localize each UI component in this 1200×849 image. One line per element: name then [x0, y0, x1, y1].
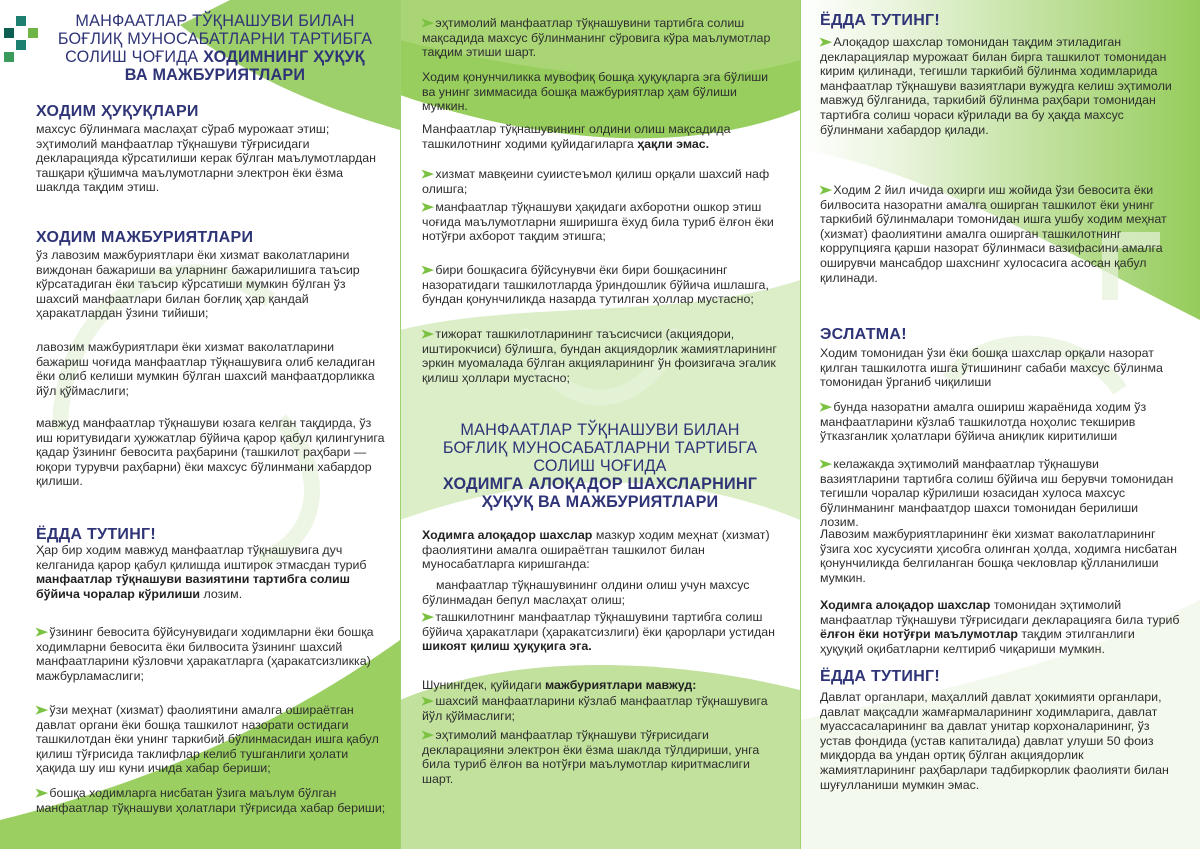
fold-line-2: [800, 0, 801, 849]
follow-heading: ЁДДА ТУТИНГ!: [36, 526, 157, 543]
arrow-icon: ➤: [818, 400, 832, 414]
p3-para-1: Ходим томонидан ўзи ёки бошқа шахслар орқали назорат қилган ташкилотга ишга ўтишининг сабаби махсус бўлинма томонидан ўрганиб чиқилиши: [820, 346, 1163, 390]
p2-para-2: Манфаатлар тўқнашувининг олдини олиш мақсадида ташкилотнинг ходими қуйидагиларга ҳақли эмас.: [422, 122, 731, 151]
follow-bullet-3: ➤бошқа ходимларга нисбатан ўзига маълум бўлган манфаатлар тўқнашуви ҳолатлари тўғрисида хабар бериши;: [34, 786, 386, 815]
p3-heading-3: ЁДДА ТУТИНГ!: [820, 668, 941, 685]
follow-bullet-2: ➤ўзи меҳнат (хизмат) фаолиятини амалга ошираётган давлат органи ёки бошқа ташкилот назорати остидаги ташкилотдан ёки унинг таркибий бўлинмасидан ишга қабул қилиш тўғрисида таклифлар келиб тушганлиги ҳолати ҳақида шу иш куни ичида хабар бериши;: [34, 703, 379, 776]
logo: [4, 16, 38, 62]
p2-para-3: Ходимга алоқадор шахслар мазкур ходим меҳнат (хизмат) фаолиятини амалга ошираётган ташкилот билан муносабатларга киришганда:: [422, 528, 770, 572]
panel1-title: МАНФААТЛАР ТЎҚНАШУВИ БИЛАН БОҒЛИҚ МУНОСАБАТЛАРНИ ТАРТИБГА СОЛИШ ЧОҒИДА ХОДИМНИНГ ҲУҚУҚ ВА МАЖБУРИЯТЛАРИ: [57, 12, 373, 84]
follow-bullet-1: ➤ўзининг бевосита бўйсунувидаги ходимларни ёки бошқа ходимларни бевосита ёки билвосита ўзининг шахсий манфаатларини кўзловчи ҳаракатларга (ҳаракатсизликка) мажбурламаслиги;: [34, 625, 374, 683]
p2-bullet-6: ➤ташкилотнинг манфаатлар тўқнашувини тартибга солиш бўйича ҳаракатлари (ҳаракатсизлиги) ёки қарорлари устидан шикоят қилиш ҳуқуқига эга.: [420, 610, 775, 654]
arrow-icon: ➤: [420, 728, 434, 742]
p2-bullet-8: ➤эҳтимолий манфаатлар тўқнашуви тўғрисидаги декларацияни электрон ёки ёзма шаклда тўлдириши, унга била туриб ёлғон ва нотўғри маълумотлар киритмаслиги шарт.: [420, 728, 760, 786]
p3-para-4: Давлат органлари, маҳаллий давлат ҳокимияти органлари, давлат мақсадли жамғармаларининг ходимларига, давлат муассасаларининг ва давлат унитар корхоналарининг, ўз устав фондида (устав капиталида) давлат улуши 50 фоиз миқдорда ва ундан ортиқ бўлган акциядорлик жамиятларининг раҳбарлари тадбиркорлик фаолияти билан шуғулланиши мумкин эмас.: [820, 690, 1169, 792]
p3-bullet-2: ➤Ходим 2 йил ичида охирги иш жойида ўзи бевосита ёки билвосита назоратни амалга оширган ташкилот ёки унинг таркибий бўлинмалари томонидан ишга ушбу ходим меҳнат (хизмат) фаолиятини амалга оширган ташкилотнинг коррупцияга қарши назорат бўлинмаси вазифасини амалга оширувчи мансабдор шахснинг хулосасига асосан қабул қилинади.: [818, 183, 1167, 285]
p2-bullet-1: ➤эҳтимолий манфаатлар тўқнашувини тартибга солиш мақсадида махсус бўлинманинг сўровига кўра маълумотлар тақдим этиши шарт.: [420, 16, 771, 60]
panel-right: [800, 0, 1200, 849]
panel-left: [0, 0, 400, 849]
duties-p1: ўз лавозим мажбуриятлари ёки хизмат ваколатларини виждонан бажариши ва уларнинг бажарилишига таъсир кўрсатадиган ёки таъсир кўрсатиши мумкин бўлган ўз шахсий манфаатлари билан боғлиқ ҳар қандай ҳаракатлардан ўзини тийиши;: [36, 248, 360, 321]
duties-heading: ХОДИМ МАЖБУРИЯТЛАРИ: [36, 229, 254, 246]
arrow-icon: ➤: [420, 327, 434, 341]
arrow-icon: ➤: [818, 183, 832, 197]
p2-bullet-7: ➤шахсий манфаатларини кўзлаб манфаатлар тўқнашувига йўл қўймаслиги;: [420, 694, 768, 723]
arrow-icon: ➤: [420, 610, 434, 624]
p3-bullet-1: ➤Алоқадор шахслар томонидан тақдим этиладиган декларациялар мурожаат билан бирга ташкилот томонидан кирим қилинади, тегишли таркибий бўлинма ходимларида манфаатлар тўқнашуви вазиятлари вужудга келиш эҳтимоли мавжуд бўлганида, таркибий бўлинма раҳбари томонидан тартибга солиш чораси кўрилади ва бу ҳақда махсус бўлинмани хабардор қилади.: [818, 35, 1172, 137]
arrow-icon: ➤: [420, 694, 434, 708]
arrow-icon: ➤: [34, 703, 48, 717]
arrow-icon: ➤: [34, 625, 48, 639]
arrow-icon: ➤: [818, 35, 832, 49]
arrow-icon: ➤: [420, 200, 434, 214]
p3-heading-2: ЭСЛАТМА!: [820, 326, 907, 343]
p2-bullet-4: ➤бири бошқасига бўйсунувчи ёки бири бошқасининг назоратидаги ташкилотларда ўриндошлик бўйича ишлашга, бундан қонунчиликда назарда тутилган ҳоллар мустасно;: [420, 263, 769, 307]
p2-bullet-3: ➤манфаатлар тўқнашуви ҳақидаги ахборотни ошкор этиш чоғида маълумотларни яширишга ёхуд била туриб ёлғон ёки нотўғри ахборот тақдим этишга;: [420, 200, 774, 244]
p2-para-1: Ходим қонунчиликка мувофиқ бошқа ҳуқуқларга эга бўлиши ва унинг зиммасида бошқа мажбуриятлар ҳам бўлиши мумкин.: [422, 70, 769, 114]
p3-para-2: Лавозим мажбуриятларининг ёки хизмат ваколатларининг ўзига хос хусусияти ҳисобга олинган ҳолда, ходимга нисбатан қонунчиликда белгиланган бошқа чекловлар қўлланилиши мумкин.: [820, 527, 1178, 585]
p2-para-4: манфаатлар тўқнашувининг олдини олиш учун махсус бўлинмадан бепул маслаҳат олиш;: [422, 578, 750, 607]
arrow-icon: ➤: [818, 457, 832, 471]
fold-line-1: [400, 0, 401, 849]
rights-heading: ХОДИМ ҲУҚУҚЛАРИ: [36, 103, 199, 120]
panel2-title: МАНФААТЛАР ТЎҚНАШУВИ БИЛАН БОҒЛИҚ МУНОСАБАТЛАРНИ ТАРТИБГА СОЛИШ ЧОҒИДА ХОДИМГА АЛОҚАДОР ШАХСЛАРНИНГ ҲУҚУҚ ВА МАЖБУРИЯТЛАРИ: [442, 421, 758, 511]
arrow-icon: ➤: [420, 16, 434, 30]
follow-text: Ҳар бир ходим мавжуд манфаатлар тўқнашувига дуч келганида қарор қабул қилишда иштирок этмасдан туриб манфаатлар тўқнашуви вазиятини тартибга солиш бўйича чоралар кўрилиши лозим.: [36, 543, 367, 601]
duties-p3: мавжуд манфаатлар тўқнашуви юзага келган тақдирда, ўз иш юритувидаги ҳужжатлар бўйича қарор қабул қилингунига қадар ўзининг бевосита раҳбарини (ташкилот раҳбари — юқори турувчи раҳбарни) ёки махсус бўлинмани хабардор қилиши.: [36, 416, 385, 489]
panel-middle: [400, 0, 800, 849]
arrow-icon: ➤: [420, 263, 434, 277]
p3-bullet-4: ➤келажакда эҳтимолий манфаатлар тўқнашуви вазиятларини тартибга солиш бўйича иш берувчи томонидан тегишли чоралар кўрилиши юзасидан хулоса махсус бўлинманинг манфаатдор шахси томонидан берилиши лозим.: [818, 457, 1174, 530]
p2-bullet-2: ➤хизмат мавқеини суиистеъмол қилиш орқали шахсий наф олишга;: [420, 167, 770, 196]
arrow-icon: ➤: [34, 786, 48, 800]
duties-p2: лавозим мажбуриятлари ёки хизмат ваколатларини бажариш чоғида манфаатлар тўқнашувига олиб келадиган ёки олиб келиши мумкин бўлган шахсий манфаатдорликка йўл қўймаслиги;: [36, 340, 376, 398]
p2-para-5: Шунингдек, қуйидаги мажбуриятлари мавжуд:: [422, 678, 697, 692]
arrow-icon: ➤: [420, 167, 434, 181]
p2-bullet-5: ➤тижорат ташкилотларининг таъсисчиси (акциядори, иштирокчиси) бўлишга, бундан акциядорлик жамиятларининг эркин муомалада бўлган акцияларининг ўн фоизигача эгалик қилиш ҳоллари мустасно;: [420, 327, 777, 385]
p3-heading-1: ЁДДА ТУТИНГ!: [820, 12, 941, 29]
rights-text: махсус бўлинмага маслаҳат сўраб мурожаат этиш; эҳтимолий манфаатлар тўқнашуви тўғрисидаги декларацияда кўрсатилиши керак бўлган маълумотлардан ташқари қўшимча маълумотларни электрон ёки ёзма шаклда тақдим этиш.: [36, 122, 376, 195]
p3-para-3: Ходимга алоқадор шахслар томонидан эҳтимолий манфаатлар тўқнашуви тўғрисидаги декларацияга била туриб ёлғон ёки нотўғри маълумотлар тақдим этилганлиги ҳуқуқий оқибатларни келтириб чиқариши мумкин.: [820, 598, 1180, 656]
p3-bullet-3: ➤бунда назоратни амалга ошириш жараёнида ходим ўз манфаатларини кўзлаб ташкилотда ноҳолис текширив ўтказганлик ҳолатлари бўйича аниқлик киритилиши: [818, 400, 1147, 444]
